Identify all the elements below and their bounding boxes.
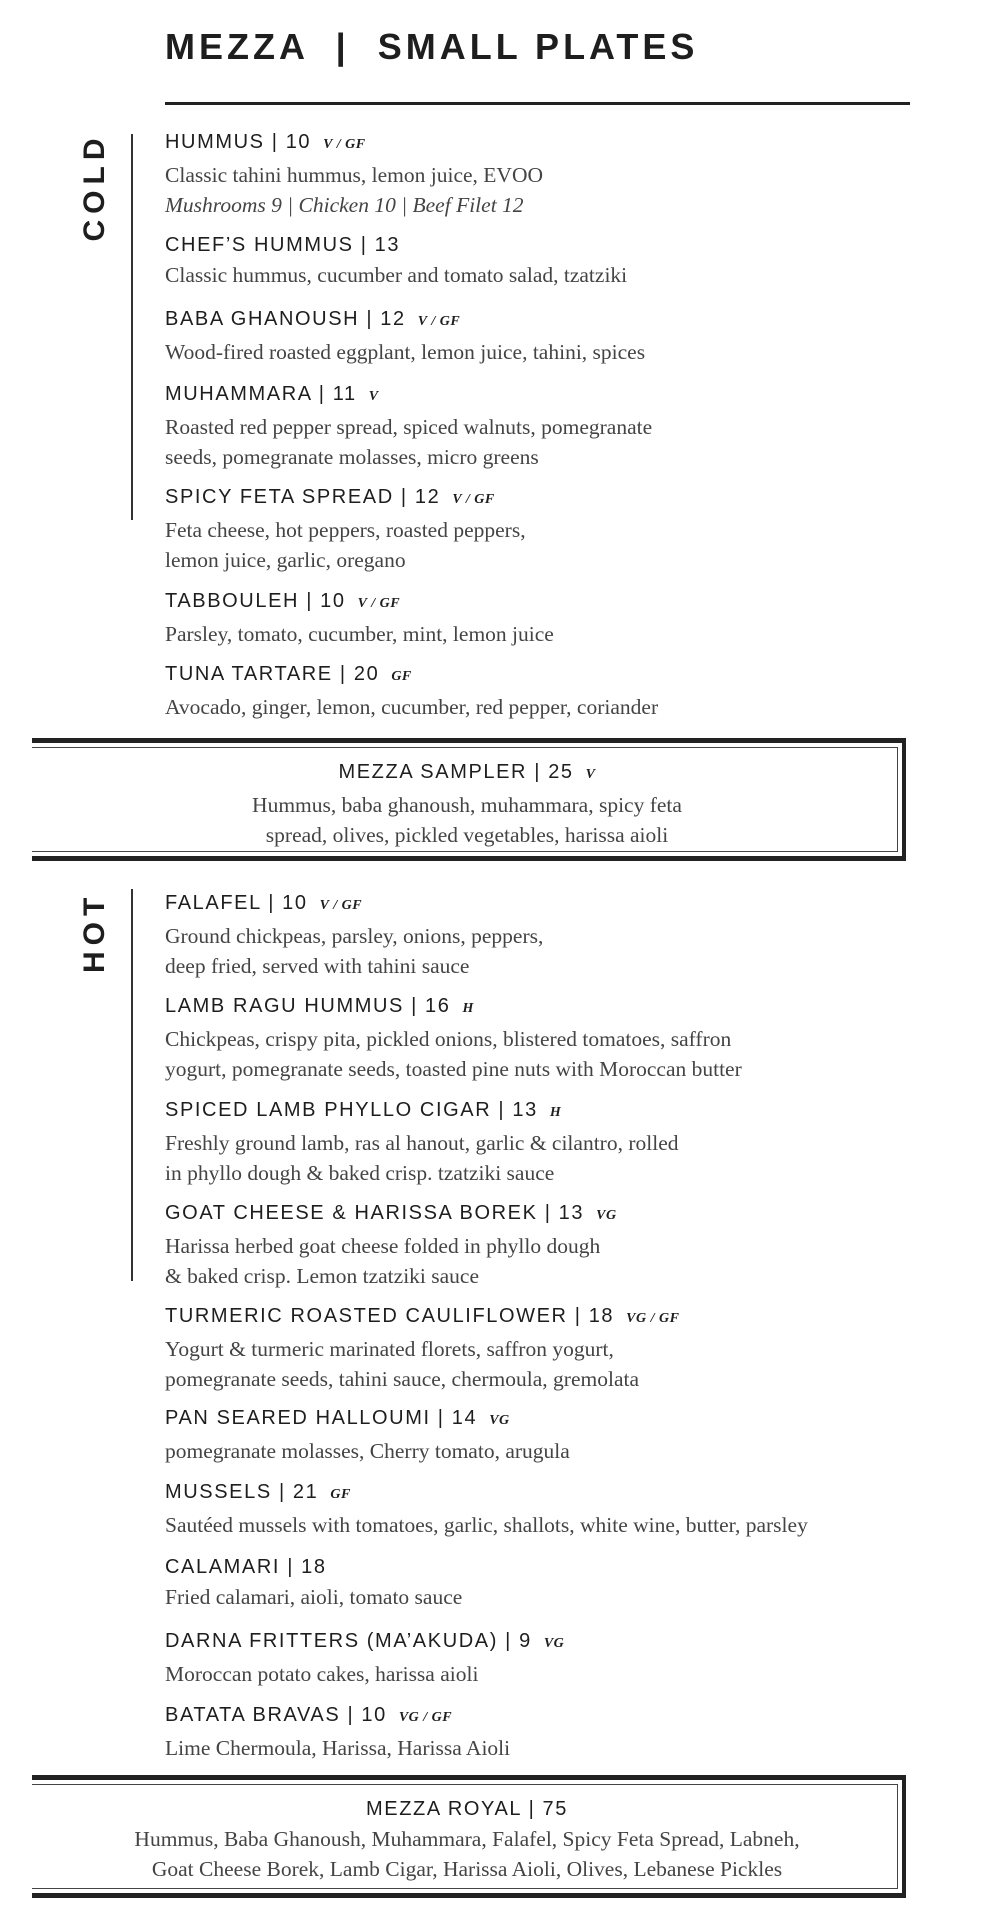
diet-tag: VG / GF bbox=[626, 1311, 680, 1326]
diet-tag: V / GF bbox=[319, 898, 363, 913]
item-description: Moroccan potato cakes, harissa aioli bbox=[165, 1662, 479, 1686]
item-description: lemon juice, garlic, oregano bbox=[165, 548, 406, 572]
item-description: deep fried, served with tahini sauce bbox=[165, 954, 470, 978]
diet-tag: VG bbox=[596, 1208, 617, 1223]
royal-name: MEZZA ROYAL | 75 bbox=[366, 1798, 568, 1820]
diet-tag: GF bbox=[330, 1487, 351, 1502]
item-name: BATATA BRAVAS | 10 bbox=[165, 1704, 387, 1726]
menu-item bbox=[165, 1403, 570, 1466]
menu-item bbox=[165, 888, 543, 981]
item-description: Lime Chermoula, Harissa, Harissa Aioli bbox=[165, 1736, 511, 1760]
item-name: BABA GHANOUSH | 12 bbox=[165, 308, 406, 330]
item-description: Chickpeas, crispy pita, pickled onions, blistered tomatoes, saffron bbox=[165, 1027, 732, 1051]
item-name: SPICED LAMB PHYLLO CIGAR | 13 bbox=[165, 1099, 538, 1121]
item-name: MUHAMMARA | 11 bbox=[165, 383, 357, 405]
diet-tag: VG bbox=[489, 1413, 510, 1428]
menu-item bbox=[165, 1700, 510, 1763]
item-description: in phyllo dough & baked crisp. tzatziki sauce bbox=[165, 1161, 555, 1185]
item-description: yogurt, pomegranate seeds, toasted pine nuts with Moroccan butter bbox=[165, 1057, 742, 1081]
menu-item bbox=[165, 1552, 462, 1612]
menu-item bbox=[165, 230, 627, 290]
menu-item bbox=[165, 1626, 564, 1689]
item-description: Classic tahini hummus, lemon juice, EVOO bbox=[165, 163, 543, 187]
item-addons: Mushrooms 9 | Chicken 10 | Beef Filet 12 bbox=[165, 193, 524, 217]
page-title: MEZZA | SMALL PLATES bbox=[165, 26, 699, 67]
item-description: Wood-fired roasted eggplant, lemon juice, tahini, spices bbox=[165, 340, 646, 364]
menu-item bbox=[165, 379, 652, 472]
menu-item bbox=[165, 659, 658, 722]
sampler-name: MEZZA SAMPLER | 25 bbox=[338, 761, 574, 783]
item-name: CHEF’S HUMMUS | 13 bbox=[165, 234, 401, 256]
menu-item bbox=[165, 1198, 617, 1291]
menu-item bbox=[165, 304, 645, 367]
menu-item bbox=[165, 1301, 679, 1394]
item-description: Yogurt & turmeric marinated florets, saffron yogurt, bbox=[165, 1337, 614, 1361]
diet-tag: VG / GF bbox=[398, 1710, 453, 1725]
section-label-cold: COLD bbox=[78, 132, 111, 242]
item-description: Roasted red pepper spread, spiced walnuts, pomegranate bbox=[165, 415, 653, 439]
item-description: Avocado, ginger, lemon, cucumber, red pepper, coriander bbox=[165, 695, 659, 719]
menu-item bbox=[165, 1095, 678, 1188]
hot-section-line bbox=[131, 889, 133, 1281]
diet-tag: H bbox=[462, 1001, 474, 1016]
diet-tag: VG bbox=[543, 1636, 565, 1651]
item-description: Ground chickpeas, parsley, onions, peppers, bbox=[165, 924, 544, 948]
item-description: Sautéed mussels with tomatoes, garlic, shallots, white wine, butter, parsley bbox=[165, 1513, 808, 1537]
item-name: PAN SEARED HALLOUMI | 14 bbox=[165, 1407, 478, 1429]
item-name: SPICY FETA SPREAD | 12 bbox=[165, 486, 441, 508]
menu-item bbox=[165, 586, 554, 649]
sampler-desc: spread, olives, pickled vegetables, harissa aioli bbox=[265, 823, 669, 847]
menu-item bbox=[165, 482, 526, 575]
diet-tag: V / GF bbox=[323, 137, 366, 152]
item-description: seeds, pomegranate molasses, micro greens bbox=[165, 445, 539, 469]
item-description: Freshly ground lamb, ras al hanout, garlic & cilantro, rolled bbox=[165, 1131, 679, 1155]
diet-tag: V bbox=[368, 389, 379, 404]
item-name: GOAT CHEESE & HARISSA BOREK | 13 bbox=[165, 1202, 585, 1224]
menu-item bbox=[165, 991, 742, 1084]
diet-tag: V / GF bbox=[417, 314, 461, 329]
item-description: & baked crisp. Lemon tzatziki sauce bbox=[165, 1264, 480, 1288]
section-label-hot: HOT bbox=[78, 891, 111, 973]
title-divider bbox=[165, 102, 910, 105]
menu-item bbox=[165, 1477, 808, 1540]
item-name: MUSSELS | 21 bbox=[165, 1481, 319, 1503]
item-description: Harissa herbed goat cheese folded in phyllo dough bbox=[165, 1234, 601, 1258]
item-description: Feta cheese, hot peppers, roasted peppers, bbox=[165, 518, 526, 542]
item-name: DARNA FRITTERS (MA’AKUDA) | 9 bbox=[165, 1630, 532, 1652]
mezza-royal-box bbox=[32, 1775, 906, 1898]
item-name: HUMMUS | 10 bbox=[165, 131, 312, 153]
diet-tag: V / GF bbox=[357, 596, 401, 611]
sampler-desc: Hummus, baba ghanoush, muhammara, spicy feta bbox=[252, 793, 682, 817]
item-description: Parsley, tomato, cucumber, mint, lemon juice bbox=[165, 622, 554, 646]
item-name: FALAFEL | 10 bbox=[165, 892, 308, 914]
diet-tag: V / GF bbox=[452, 492, 495, 507]
item-name: TABBOULEH | 10 bbox=[165, 590, 346, 612]
item-name: TURMERIC ROASTED CAULIFLOWER | 18 bbox=[165, 1305, 615, 1327]
cold-section-line bbox=[131, 134, 133, 520]
item-description: pomegranate seeds, tahini sauce, chermoula, gremolata bbox=[165, 1367, 639, 1391]
diet-tag: GF bbox=[391, 669, 412, 684]
item-description: Fried calamari, aioli, tomato sauce bbox=[165, 1585, 463, 1609]
item-name: LAMB RAGU HUMMUS | 16 bbox=[165, 995, 451, 1017]
menu-item bbox=[165, 127, 543, 220]
item-description: Classic hummus, cucumber and tomato salad, tzatziki bbox=[165, 263, 628, 287]
item-description: pomegranate molasses, Cherry tomato, arugula bbox=[165, 1439, 570, 1463]
item-name: CALAMARI | 18 bbox=[165, 1556, 327, 1578]
sampler-diet-tag: V bbox=[585, 767, 596, 782]
diet-tag: H bbox=[549, 1105, 562, 1120]
mezza-sampler-box bbox=[32, 738, 906, 861]
royal-desc: Hummus, Baba Ghanoush, Muhammara, Falafel, Spicy Feta Spread, Labneh, bbox=[134, 1827, 800, 1851]
royal-desc: Goat Cheese Borek, Lamb Cigar, Harissa Aioli, Olives, Lebanese Pickles bbox=[151, 1857, 783, 1881]
item-name: TUNA TARTARE | 20 bbox=[165, 663, 380, 685]
